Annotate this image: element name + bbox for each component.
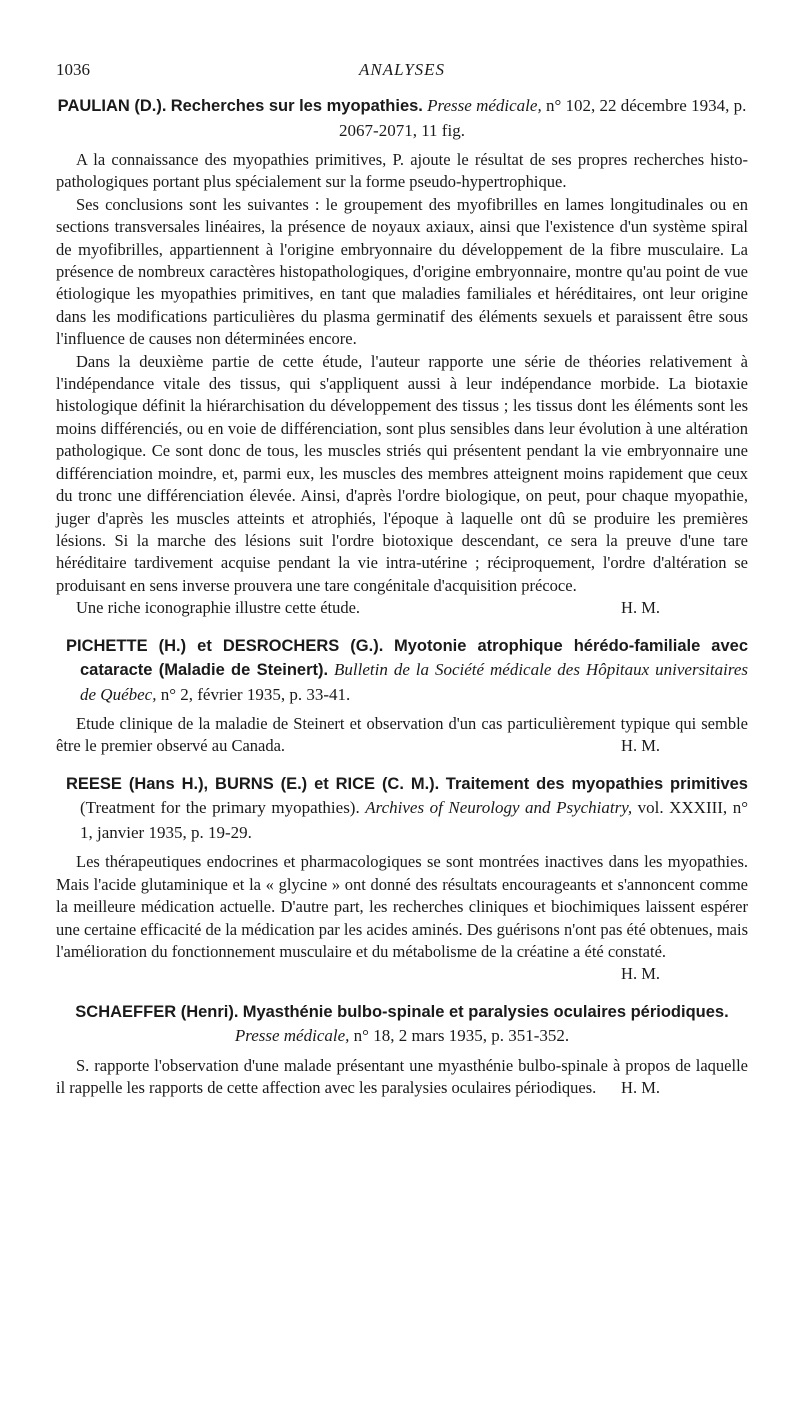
closing-line [56, 597, 748, 619]
article-title: Traitement des myopathies primitives [445, 774, 748, 793]
review-entry-pichette [56, 634, 748, 758]
authors: PICHETTE (H.) et DESROCHERS (G.). [66, 636, 384, 655]
journal-name: Bulletin de la Société médicale des Hôpitaux universitaires de Québec, [80, 660, 748, 704]
publication-details: n° 2, février 1935, p. 33-41. [160, 684, 351, 704]
publication-details: n° 102, 22 décembre 1934, p. 2067-2071, 11 fig. [339, 96, 747, 140]
review-entry-paulian [56, 94, 748, 620]
review-entry-reese [56, 772, 748, 986]
journal-name: Presse médicale, [427, 96, 542, 115]
article-title: Recherches sur les myopathies. [170, 97, 423, 115]
abstract-paragraph: A la connaissance des myopathies primitives, P. ajoute le résultat de ses propres recherches histo-pathologiques portant plus spécialement sur la forme pseudo-hypertrophique. [56, 150, 748, 192]
publication-details: n° 18, 2 mars 1935, p. 351-352. [353, 1026, 570, 1046]
abstract-paragraph [56, 1055, 748, 1100]
abstract-text: Etude clinique de la maladie de Steinert et observation d'un cas particulièrement typique qui semble être le premier observé au Canada. [56, 714, 748, 756]
article-title: Myasthénie bulbo-spinale et paralysies oculaires périodiques. [242, 1002, 729, 1021]
abstract-paragraph: Ses conclusions sont les suivantes : le groupement des myofibrilles en lames longitudinales ou en sections transversales linéaires, la présence de noyaux axiaux, ainsi que l'existence d'un système spiral de myofibrilles, appartiennent à l'origine embryonnaire du développement de la fibre musculaire. La présence de nombreux caractères histopathologiques, d'origine embryonnaire, montre qu'au point de vue étiologique les myopathies primitives, en tant que maladies familiales et héréditaires, ont leur origine dans les modifications particulières du plasma germinatif des éléments sexuels et paraissent être sous l'influence de causes non déterminées encore. [56, 194, 748, 349]
authors: REESE (Hans H.), BURNS (E.) et RICE (C. M.). [66, 774, 440, 793]
abstract-paragraph: Les thérapeutiques endocrines et pharmacologiques se sont montrées inactives dans les myopathies. Mais l'acide glutaminique et la « glycine » ont donné des résultats encourageants et s'annoncent comme la meilleure médication actuelle. D'autre part, les recherches cliniques et biochimiques laissent espérer une certaine efficacité de la médication par les acides aminés. Des guérisons n'ont pas été obtenues, mais l'amélioration du fonctionnement musculaire et du métabolisme de la créatine a été constaté. [56, 852, 748, 961]
abstract-last-line: Une riche iconographie illustre cette étude. [76, 598, 361, 618]
bibliographic-reference [56, 1000, 748, 1049]
bibliographic-reference [56, 94, 748, 143]
reviewer-signature: H. M. [621, 1078, 660, 1098]
article-title: Myotonie atrophique hérédo-familiale avec cataracte (Maladie de Steinert). [80, 636, 748, 680]
journal-name: Presse médicale, [234, 1026, 350, 1046]
bibliographic-reference [56, 634, 748, 708]
abstract-text: S. rapporte l'observation d'une malade présentant une myasthénie bulbo-spinale à propos de laquelle il rappelle les rapports de cette affection avec les paralysies oculaires périodiques. [56, 1055, 748, 1098]
running-header [56, 60, 748, 88]
reviewer-signature: H. M. [621, 598, 660, 618]
bibliographic-reference [56, 772, 748, 846]
reviewer-signature: H. M. [621, 964, 660, 984]
publication-details: vol. XXXIII, n° 1, janvier 1935, p. 19-29. [80, 798, 748, 842]
page-number: 1036 [56, 60, 90, 79]
running-title: ANALYSES [358, 60, 446, 79]
authors: PAULIAN (D.). [57, 97, 167, 115]
abstract-paragraph [56, 713, 748, 758]
journal-name: Archives of Neurology and Psychiatry, [365, 798, 633, 818]
reviewer-signature: H. M. [621, 736, 660, 756]
authors: SCHAEFFER (Henri). [75, 1002, 239, 1021]
english-title: (Treatment for the primary myopathies). [80, 798, 360, 818]
review-entry-schaeffer [56, 1000, 748, 1100]
abstract-paragraph: Dans la deuxième partie de cette étude, l'auteur rapporte une série de théories relativement à l'indépendance vitale des tissus, qui s'appliquent aussi à leur indépendance morbide. La biotaxie histologique définit la hiérarchisation du développement des tissus ; les tissus dont les éléments sont les moins différenciés, ou en voie de différenciation, sont plus sensibles dans leur évolution à une altération pathologique. Ce sont donc de tous, les muscles striés qui présentent pendant la vie embryonnaire une différenciation moindre, et, parmi eux, les muscles des membres atteignent moins rapidement que ceux du tronc une différenciation élevée. Ainsi, d'après l'ordre biologique, on peut, pour chaque myopathie, juger d'après les muscles atteints et atrophiés, l'époque à laquelle ont dû se produire les premières lésions. Si la marche des lésions suit l'ordre biotoxique descendant, ce sera la preuve d'une tare héréditaire tardivement acquise pendant la vie intra-utérine ; réciproquement, l'ordre d'altération se produisant en sens inverse prouvera une tare congénitale d'acquisition précoce. [56, 351, 748, 595]
